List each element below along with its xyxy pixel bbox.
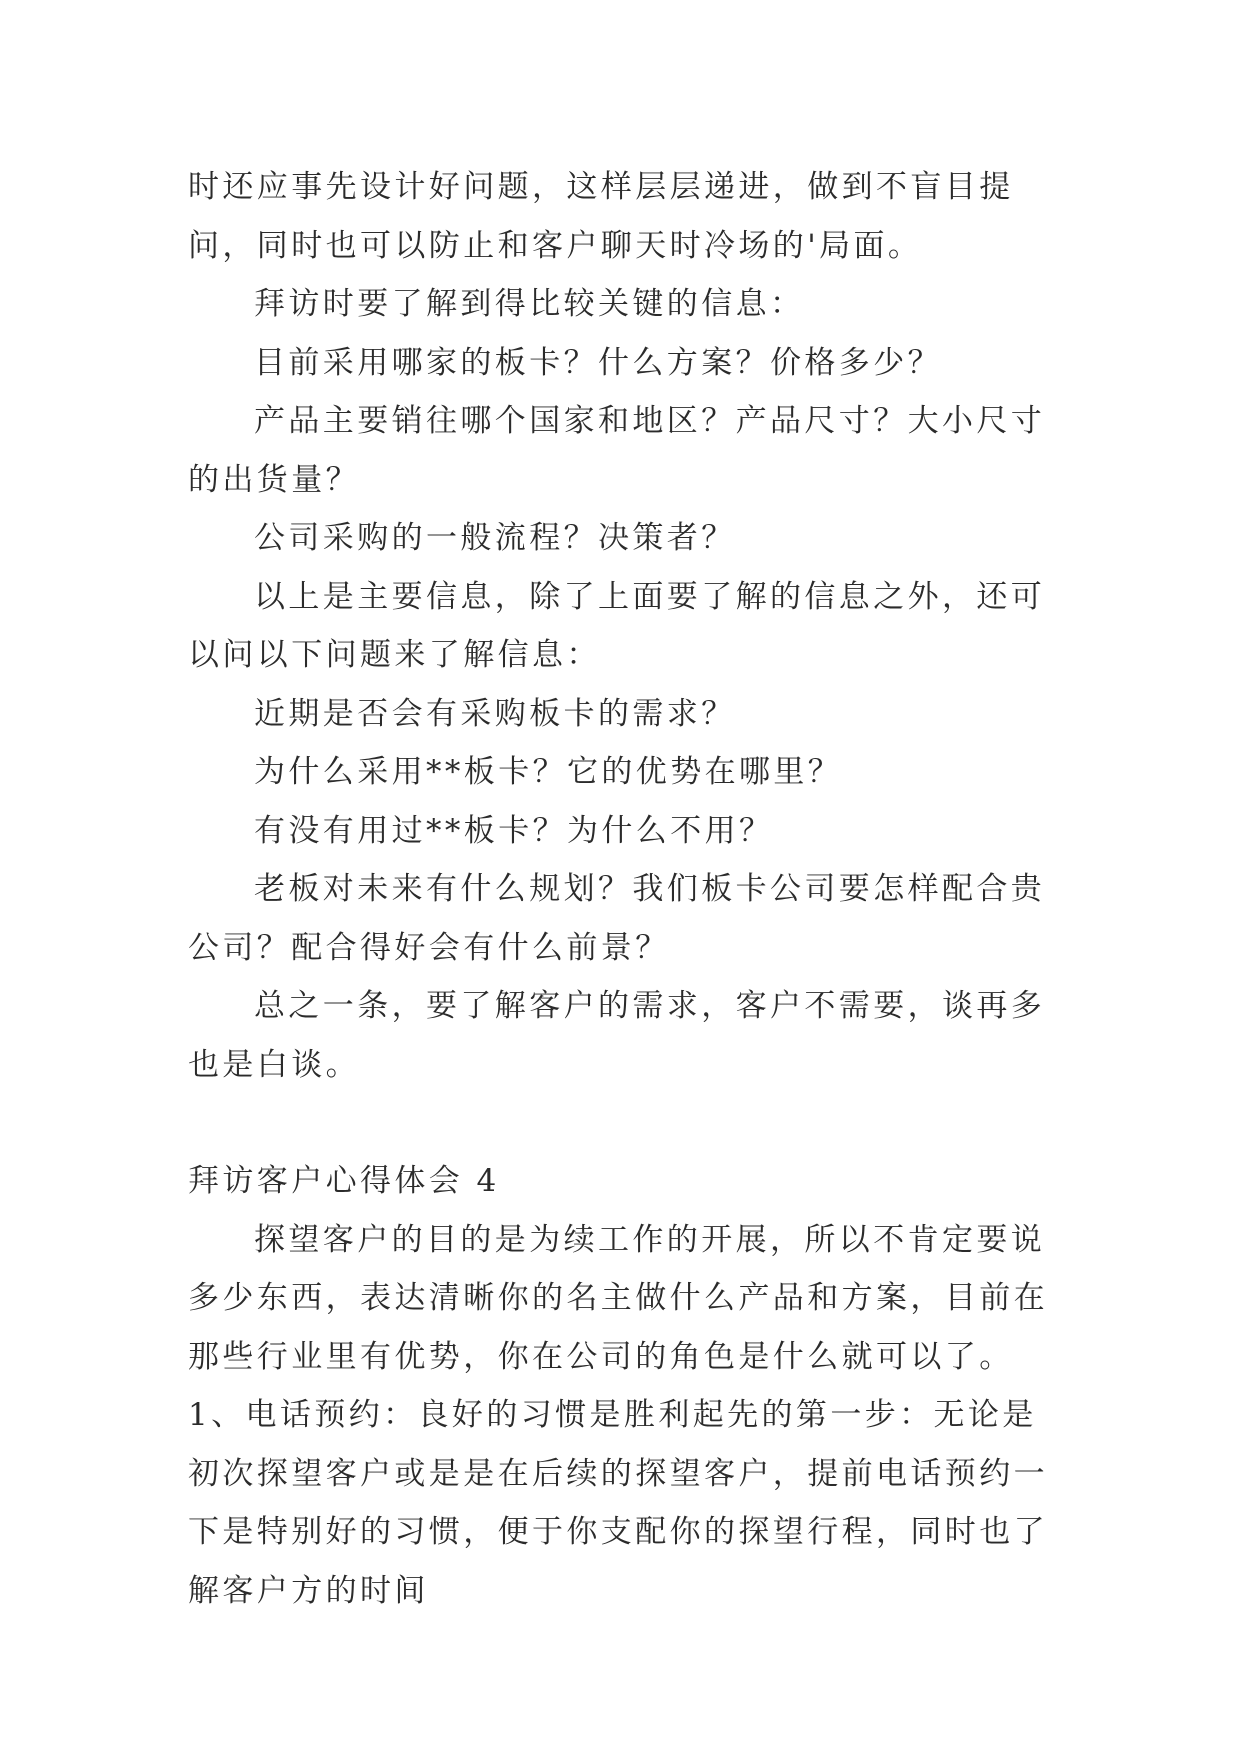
paragraph: 老板对未来有什么规划？我们板卡公司要怎样配合贵公司？配合得好会有什么前景？: [188, 871, 1046, 966]
document-body: [188, 158, 1068, 1620]
paragraph: 以上是主要信息，除了上面要了解的信息之外，还可以问以下问题来了解信息：: [188, 578, 1046, 673]
paragraph: 总之一条，要了解客户的需求，客户不需要，谈再多也是白谈。: [188, 988, 1046, 1083]
paragraph: 为什么采用**板卡？它的优势在哪里？: [254, 754, 843, 790]
paragraph: 产品主要销往哪个国家和地区？产品尺寸？大小尺寸的出货量？: [188, 403, 1046, 498]
paragraph: 目前采用哪家的板卡？什么方案？价格多少？: [254, 344, 942, 381]
paragraph: 公司采购的一般流程？决策者？: [254, 520, 736, 556]
paragraph: 探望客户的目的是为续工作的开展，所以不肯定要说多少东西，表达清晰你的名主做什么产品和方案，目前在那些行业里有优势，你在公司的角色是什么就可以了。 1、电话预约：良好的习惯是胜利起先的第一步：无论是初次探望客户或是是在后续的探望客户，提前电话预约一下是特别好的习惯，便于你支配你的探望行程，同时也了解客户方的时间: [188, 1221, 1048, 1609]
section-heading: 拜访客户心得体会 4: [188, 1163, 500, 1199]
paragraph: 近期是否会有采购板卡的需求？: [254, 695, 736, 732]
paragraph: 拜访时要了解到得比较关键的信息：: [254, 286, 805, 322]
paragraph: 时还应事先设计好问题，这样层层递进，做到不盲目提问，同时也可以防止和客户聊天时冷场的'局面。: [188, 169, 1014, 264]
paragraph: 有没有用过**板卡？为什么不用？: [254, 812, 774, 849]
